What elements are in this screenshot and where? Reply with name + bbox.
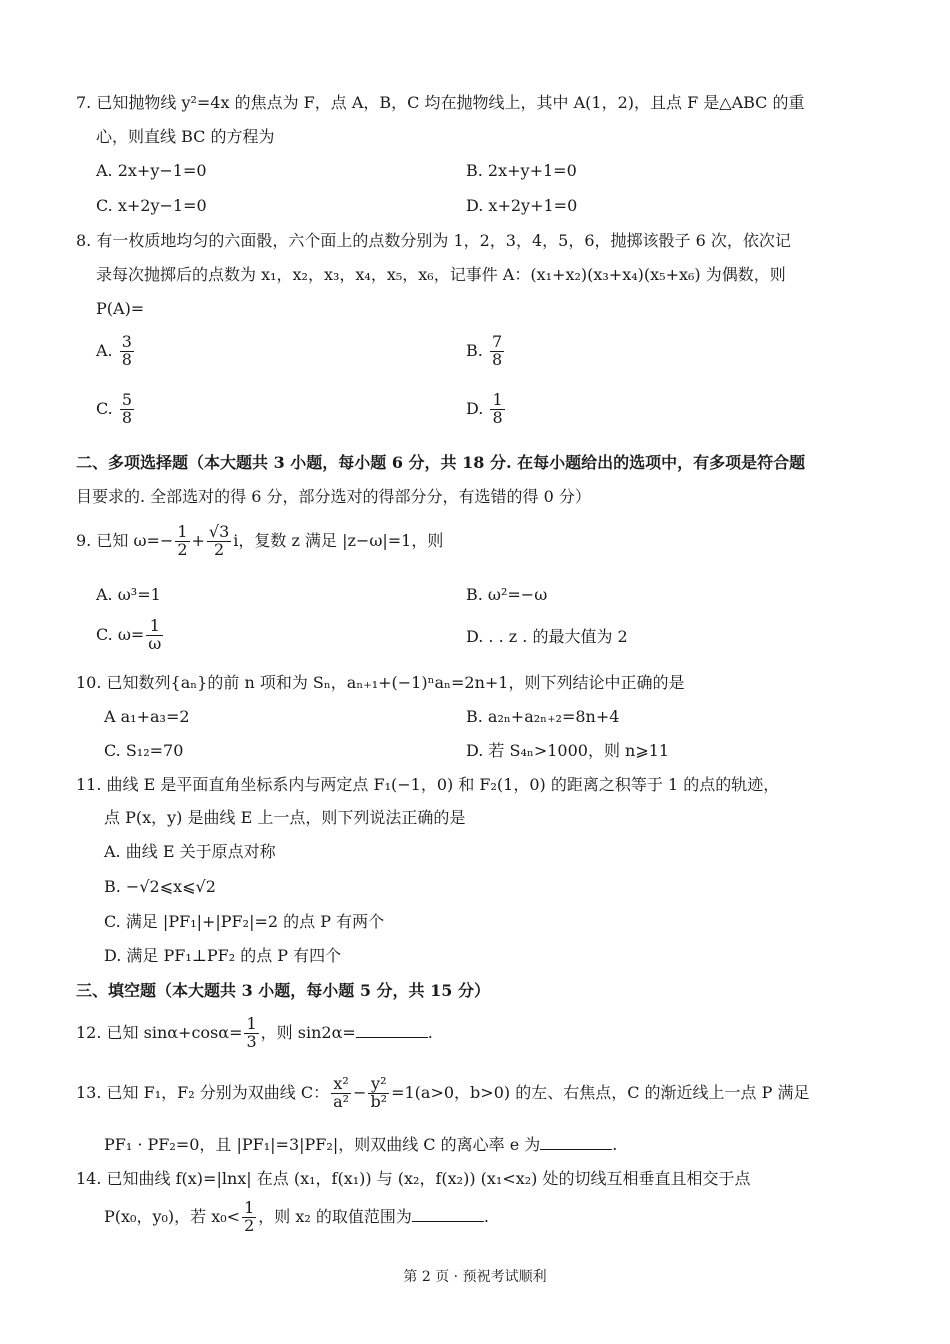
q8-option-d-label: D. (466, 398, 484, 418)
q7-option-c: C. x+2y−1=0 (96, 196, 207, 215)
q8-a-den: 8 (121, 349, 132, 369)
q10-option-d: D. 若 S₄ₙ>1000，则 n⩾11 (466, 741, 670, 760)
q8-option-c-label: C. (96, 398, 113, 418)
q13-fraction-2 (368, 1076, 389, 1111)
q8-option-c (96, 392, 136, 427)
q13-minus: − (353, 1082, 367, 1102)
q8-c-den: 8 (121, 407, 133, 427)
q13-suffix: =1(a>0，b>0) 的左、右焦点，C 的渐近线上一点 P 满足 (391, 1082, 810, 1102)
q7-option-b: B. 2x+y+1=0 (466, 161, 577, 180)
q9-f1-den: 2 (177, 539, 188, 559)
q14-stem-line1: 14. 已知曲线 f(x)=|lnx| 在点 (x₁，f(x₁)) 与 (x₂，f(x₂)) (x₁<x₂) 处的切线互相垂直且相交于点 (76, 1169, 751, 1188)
q8-option-d (466, 392, 507, 427)
q11-option-c: C. 满足 |PF₁|+|PF₂|=2 的点 P 有两个 (104, 912, 385, 931)
q12-den: 3 (246, 1031, 257, 1051)
q8-c-num: 5 (121, 390, 133, 409)
q9-option-c (96, 618, 165, 653)
q8-b-num: 7 (491, 332, 503, 351)
q12-num: 1 (246, 1014, 257, 1033)
q11-stem-line1: 11. 曲线 E 是平面直角坐标系内与两定点 F₁(−1，0) 和 F₂(1，0) 的距离之积等于 1 的点的轨迹， (76, 775, 780, 794)
section2-heading-line2: 目要求的. 全部选对的得 6 分，部分选对的得部分分，有选错的得 0 分） (76, 487, 591, 506)
q8-d-den: 8 (492, 407, 503, 427)
section2-heading-line1: 二、多项选择题（本大题共 3 小题，每小题 6 分，共 18 分. 在每小题给出的选项中，有多项是符合题 (76, 453, 806, 472)
q13-prefix: 13. 已知 F₁，F₂ 分别为双曲线 C： (76, 1082, 330, 1102)
q11-option-a: A. 曲线 E 关于原点对称 (104, 842, 276, 861)
q10-option-a: A a₁+a₃=2 (104, 707, 190, 726)
q12-fraction (244, 1016, 258, 1051)
q9-f2-den: 2 (214, 539, 225, 559)
q8-option-a-label: A. (96, 340, 113, 360)
q14-stem-line2 (104, 1200, 489, 1235)
q13-f2-num: y² (368, 1076, 389, 1094)
q13-f1-den: a² (333, 1091, 350, 1111)
q8-option-b (466, 334, 506, 369)
q9-suffix: i，复数 z 满足 |z−ω|=1，则 (233, 530, 444, 550)
q8-a-num: 3 (121, 332, 132, 351)
q7-stem-line2: 心，则直线 BC 的方程为 (96, 127, 275, 146)
q9-f2-num: √3 (208, 522, 230, 541)
q12-answer-blank[interactable] (356, 1023, 428, 1038)
page-footer: 第 2 页 · 预祝考试顺利 (403, 1269, 547, 1285)
q8-option-b-label: B. (466, 340, 483, 360)
q14-den: 2 (244, 1215, 255, 1235)
q14-answer-blank[interactable] (412, 1207, 484, 1222)
q11-stem-line2: 点 P(x，y) 是曲线 E 上一点，则下列说法正确的是 (104, 808, 466, 827)
q13-fraction-1 (331, 1076, 351, 1111)
q9-option-c-prefix: C. ω= (96, 624, 145, 644)
q8-option-a-fraction (120, 334, 134, 369)
q9-stem (76, 524, 443, 559)
q9-fraction-1 (175, 524, 189, 559)
q9-option-a: A. ω³=1 (96, 585, 161, 604)
q12-prefix: 12. 已知 sinα+cosα= (76, 1022, 243, 1042)
q7-option-d: D. x+2y+1=0 (466, 196, 578, 215)
q8-stem-line3: P(A)= (96, 299, 145, 318)
q11-option-d: D. 满足 PF₁⊥PF₂ 的点 P 有四个 (104, 946, 342, 965)
q13-stem-line1 (76, 1076, 809, 1111)
q8-b-den: 8 (491, 349, 503, 369)
q12-end: . (427, 1022, 433, 1042)
q9-prefix: 9. 已知 ω=− (76, 530, 174, 550)
q14-end: . (483, 1206, 489, 1226)
q9-c-num: 1 (146, 618, 163, 636)
section3-heading: 三、填空题（本大题共 3 小题，每小题 5 分，共 15 分） (76, 981, 490, 1000)
q9-c-den: ω (148, 633, 162, 653)
q13-stem-line2 (104, 1134, 617, 1156)
q14-suffix2: ，则 x₂ 的取值范围为 (258, 1206, 412, 1226)
q8-stem-line1: 8. 有一枚质地均匀的六面骰，六个面上的点数分别为 1，2，3，4，5，6，抛掷该骰子 6 次，依次记 (76, 231, 791, 250)
q13-line2-text: PF₁ · PF₂=0，且 |PF₁|=3|PF₂|，则双曲线 C 的离心率 e 为 (104, 1135, 541, 1154)
q12-stem (76, 1016, 433, 1051)
q9-fraction-2 (207, 524, 231, 559)
q14-prefix2: P(x₀，y₀)，若 x₀< (104, 1206, 241, 1226)
q7-option-a: A. 2x+y−1=0 (96, 161, 207, 180)
q9-option-d: D. . . z . 的最大值为 2 (466, 627, 628, 646)
q8-option-b-fraction (490, 334, 504, 369)
q8-option-a (96, 334, 136, 369)
q9-plus: + (191, 530, 205, 550)
q8-stem-line2: 录每次抛掷后的点数为 x₁，x₂，x₃，x₄，x₅，x₆，记事件 A：(x₁+x₂)(x₃+x₄)(x₅+x₆) 为偶数，则 (96, 265, 786, 284)
q13-f2-den: b² (370, 1091, 388, 1111)
q7-stem-line1: 7. 已知抛物线 y²=4x 的焦点为 F，点 A，B，C 均在抛物线上，其中 A(1，2)，且点 F 是△ABC 的重 (76, 93, 805, 112)
q14-num: 1 (244, 1198, 255, 1217)
q8-option-d-fraction (490, 392, 504, 427)
q11-option-b: B. −√2⩽x⩽√2 (104, 877, 216, 896)
q9-option-c-fraction (146, 618, 163, 653)
q12-suffix: ，则 sin2α= (260, 1022, 356, 1042)
q10-stem: 10. 已知数列{aₙ}的前 n 项和为 Sₙ，aₙ₊₁+(−1)ⁿaₙ=2n+1，则下列结论中正确的是 (76, 673, 685, 692)
q13-answer-blank[interactable] (540, 1135, 612, 1150)
q9-f1-num: 1 (177, 522, 188, 541)
q14-fraction (242, 1200, 256, 1235)
q13-f1-num: x² (331, 1076, 351, 1094)
q9-option-b: B. ω²=−ω (466, 585, 548, 604)
q8-d-num: 1 (492, 390, 503, 409)
q10-option-b: B. a₂ₙ+a₂ₙ₊₂=8n+4 (466, 707, 620, 726)
q13-end: . (612, 1135, 618, 1154)
q8-option-c-fraction (120, 392, 134, 427)
q10-option-c: C. S₁₂=70 (104, 741, 184, 760)
